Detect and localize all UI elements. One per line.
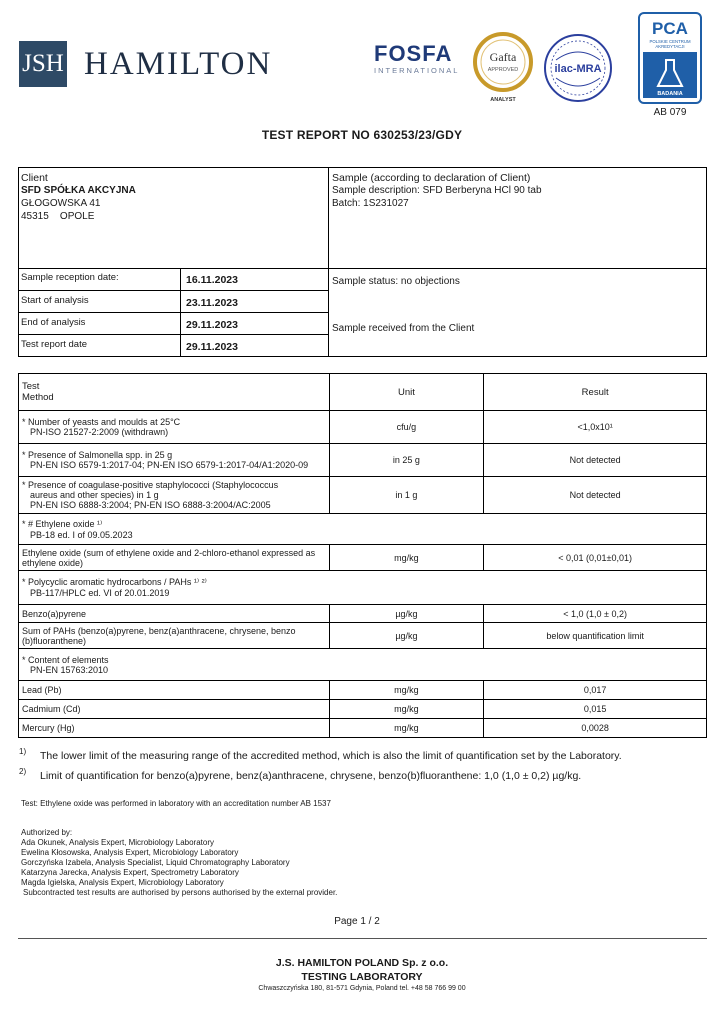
group-method: PB-18 ed. I of 09.05.2023 xyxy=(30,529,133,540)
test-name: * Presence of coagulase-positive staphylococci (Staphylococcus xyxy=(22,480,279,490)
unit-cell: cfu/g xyxy=(329,411,484,444)
gafta-seal-name: Gafta xyxy=(489,50,517,64)
test-method: PN-EN ISO 6888-3:2004; PN-EN ISO 6888-3:2004/AC:2005 xyxy=(30,500,271,510)
date-label: Sample reception date: xyxy=(21,272,119,283)
results-table xyxy=(18,373,707,738)
page-number: Page 1 / 2 xyxy=(334,916,380,927)
date-value: 29.11.2023 xyxy=(186,319,238,331)
table-row xyxy=(19,411,707,444)
result-cell: 0,0028 xyxy=(484,719,707,738)
table-row xyxy=(19,681,707,700)
gafta-seal-approved: APPROVED xyxy=(487,67,519,73)
result-cell: 0,017 xyxy=(484,681,707,700)
group-cell xyxy=(19,571,707,605)
group-name: * Content of elements xyxy=(22,654,109,665)
client-street: GŁOGOWSKA 41 xyxy=(21,198,101,209)
test-cell xyxy=(19,444,330,477)
date-label: Test report date xyxy=(21,339,88,350)
result-cell: Not detected xyxy=(484,477,707,514)
table-group-row xyxy=(19,571,707,605)
pca-badge-subtitle-2: AKREDYTACJI xyxy=(655,44,685,49)
sample-received: Sample received from the Client xyxy=(332,323,475,334)
test-name: * Presence of Salmonella spp. in 25 g xyxy=(22,450,173,460)
table-group-row xyxy=(19,514,707,545)
gafta-seal-role: ANALYST xyxy=(490,97,516,103)
date-row xyxy=(18,268,329,291)
result-cell: Not detected xyxy=(484,444,707,477)
client-city: 45315 OPOLE xyxy=(21,211,95,222)
date-value: 16.11.2023 xyxy=(186,274,238,286)
fosfa-logo xyxy=(374,42,466,82)
ilac-mra-seal xyxy=(542,32,614,104)
pca-badge-title: PCA xyxy=(652,19,688,38)
accreditation-note: Test: Ethylene oxide was performed in laboratory with an accreditation number AB 1537 xyxy=(21,799,331,808)
authorized-block xyxy=(21,828,337,898)
sample-heading: Sample (according to declaration of Client) xyxy=(332,172,531,184)
date-label: End of analysis xyxy=(21,317,86,328)
footnote-text: The lower limit of the measuring range of the accredited method, which is also the limit of quantification set by the Laboratory. xyxy=(40,750,622,762)
footnote-mark: 1) xyxy=(19,747,27,756)
unit-cell: mg/kg xyxy=(329,681,484,700)
table-row xyxy=(19,623,707,649)
table-row xyxy=(19,700,707,719)
group-method: PN-EN 15763:2010 xyxy=(30,664,109,675)
result-cell: 0,015 xyxy=(484,700,707,719)
table-row xyxy=(19,605,707,623)
authorized-person: Gorczyńska Izabela, Analysis Specialist, Liquid Chromatography Laboratory xyxy=(21,858,290,867)
unit-cell: mg/kg xyxy=(329,719,484,738)
ilac-seal-text: ilac-MRA xyxy=(554,63,602,75)
date-label: Start of analysis xyxy=(21,295,89,306)
unit-cell: µg/kg xyxy=(329,605,484,623)
pca-badge-graphic xyxy=(640,14,700,102)
date-row xyxy=(18,291,329,313)
authorized-person: Katarzyna Jarecka, Analysis Expert, Spectrometry Laboratory xyxy=(21,868,239,877)
test-method: PN-EN ISO 6579-1:2017-04; PN-EN ISO 6579-1:2017-04/A1:2020-09 xyxy=(30,460,309,470)
table-row xyxy=(19,545,707,571)
result-cell: <1,0x10¹ xyxy=(484,411,707,444)
unit-cell: in 25 g xyxy=(329,444,484,477)
group-cell xyxy=(19,649,707,681)
test-name: * Number of yeasts and moulds at 25°C xyxy=(22,417,181,427)
test-cell xyxy=(19,411,330,444)
header-unit: Unit xyxy=(329,374,484,411)
pca-badge-subtitle-1: POLSKIE CENTRUM xyxy=(649,39,691,44)
footnote-text: Limit of quantification for benzo(a)pyrene, benz(a)anthracene, chrysene, benzo(b)fluoranthene: 1,0 (1,0 ± 0,2) µg/kg. xyxy=(40,770,582,782)
test-cell: Ethylene oxide (sum of ethylene oxide and 2-chloro-ethanol expressed as ethylene oxide) xyxy=(19,545,330,571)
test-name-continued: aureus and other species) in 1 g xyxy=(30,490,159,500)
unit-cell: mg/kg xyxy=(329,545,484,571)
client-name: SFD SPÓŁKA AKCYJNA xyxy=(21,185,136,196)
authorized-person: Ewelina Kłosowska, Analysis Expert, Microbiology Laboratory xyxy=(21,848,239,857)
hamilton-logo-mark: JSH xyxy=(19,41,67,87)
footnote-mark: 2) xyxy=(19,767,27,776)
fosfa-logo-subtitle: INTERNATIONAL xyxy=(374,66,460,75)
test-cell xyxy=(19,477,330,514)
report-title: TEST REPORT NO 630253/23/GDY xyxy=(261,128,463,142)
test-cell: Cadmium (Cd) xyxy=(19,700,330,719)
authorized-person: Magda Igielska, Analysis Expert, Microbiology Laboratory xyxy=(21,878,224,887)
results-header-row xyxy=(19,374,707,411)
accreditation-code: AB 079 xyxy=(653,107,687,118)
date-row xyxy=(18,335,329,357)
header-test-method xyxy=(19,374,330,411)
test-cell: Mercury (Hg) xyxy=(19,719,330,738)
pca-accreditation-badge xyxy=(638,12,702,104)
unit-cell: µg/kg xyxy=(329,623,484,649)
result-cell: < 0,01 (0,01±0,01) xyxy=(484,545,707,571)
group-cell xyxy=(19,514,707,545)
client-heading: Client xyxy=(21,172,48,184)
pca-badge-label: BADANIA xyxy=(657,91,683,97)
table-row xyxy=(19,444,707,477)
footer-address: Chwaszczyńska 180, 81-571 Gdynia, Poland tel. +48 58 766 99 00 xyxy=(258,985,466,992)
result-cell: below quantification limit xyxy=(484,623,707,649)
unit-cell: mg/kg xyxy=(329,700,484,719)
test-cell: Benzo(a)pyrene xyxy=(19,605,330,623)
gafta-approved-seal xyxy=(472,31,534,103)
test-method: PN-ISO 21527-2:2009 (withdrawn) xyxy=(30,427,169,437)
sample-status: Sample status: no objections xyxy=(332,276,460,287)
footer-company: J.S. HAMILTON POLAND Sp. z o.o. xyxy=(275,957,449,969)
table-row xyxy=(19,477,707,514)
test-cell: Sum of PAHs (benzo(a)pyrene, benz(a)anthracene, chrysene, benzo (b)fluoranthene) xyxy=(19,623,330,649)
test-cell: Lead (Pb) xyxy=(19,681,330,700)
date-value: 29.11.2023 xyxy=(186,341,238,353)
hamilton-brand-name: HAMILTON xyxy=(84,46,273,82)
header-result: Result xyxy=(484,374,707,411)
unit-cell: in 1 g xyxy=(329,477,484,514)
table-group-row xyxy=(19,649,707,681)
date-row xyxy=(18,313,329,335)
sample-batch: Batch: 1S231027 xyxy=(332,198,409,209)
authorized-person: Ada Okunek, Analysis Expert, Microbiology Laboratory xyxy=(21,838,214,847)
group-name: * # Ethylene oxide ¹⁾ xyxy=(22,518,103,529)
authorized-heading: Authorized by: xyxy=(21,828,73,837)
group-name: * Polycyclic aromatic hydrocarbons / PAHs ¹⁾ ²⁾ xyxy=(22,577,207,587)
result-cell: < 1,0 (1,0 ± 0,2) xyxy=(484,605,707,623)
footer-lab: TESTING LABORATORY xyxy=(301,971,423,983)
sample-description: Sample description: SFD Berberyna HCl 90 tab xyxy=(332,185,542,196)
date-value: 23.11.2023 xyxy=(186,297,238,309)
header-test: Test xyxy=(22,381,40,392)
footer-rule xyxy=(18,938,707,939)
header-method: Method xyxy=(22,392,54,403)
group-method: PB-117/HPLC ed. VI of 20.01.2019 xyxy=(30,588,170,598)
fosfa-logo-title: FOSFA xyxy=(374,41,453,66)
subcontracted-note: Subcontracted test results are authorised by persons authorised by the external provider. xyxy=(23,888,338,897)
table-row xyxy=(19,719,707,738)
